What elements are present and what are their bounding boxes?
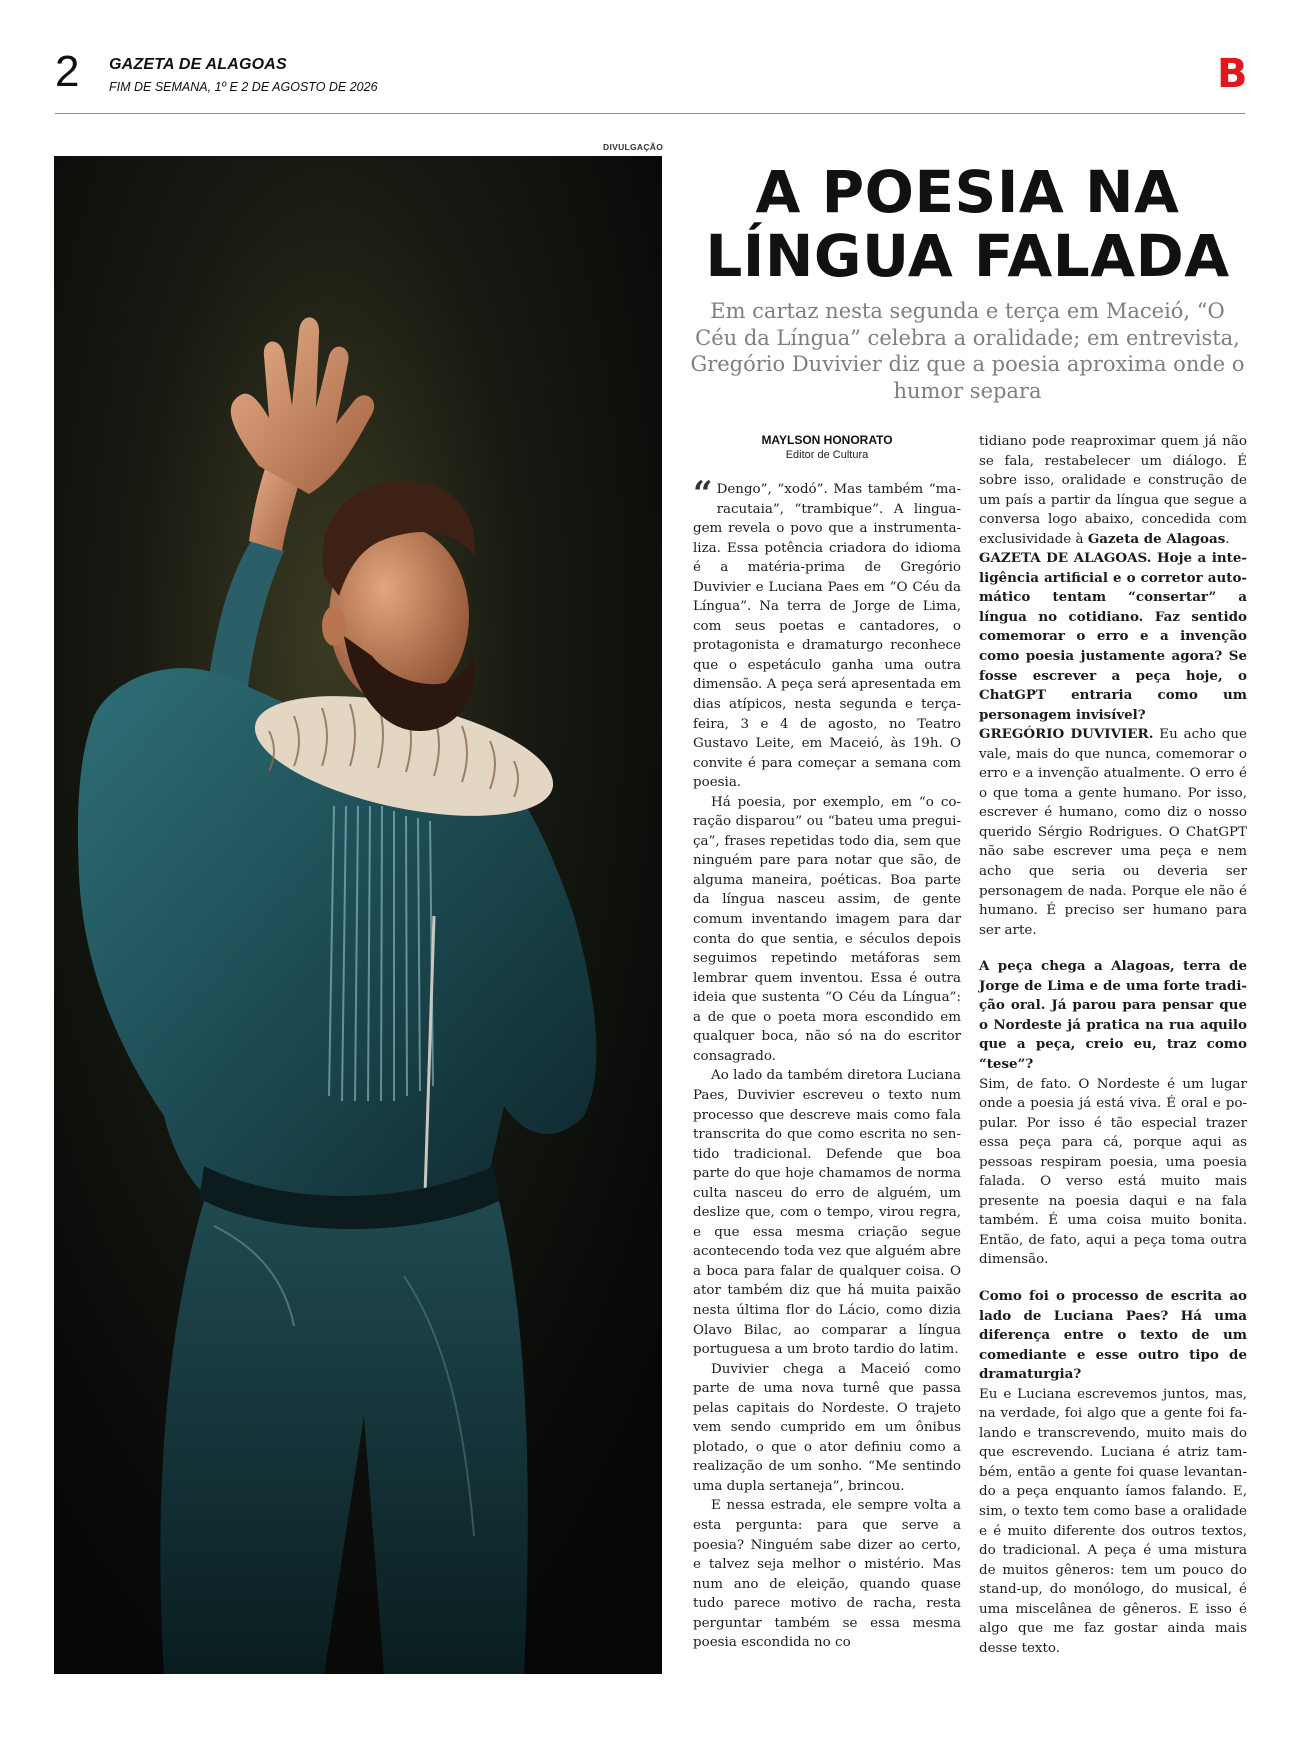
newspaper-name: GAZETA DE ALAGOAS bbox=[109, 56, 287, 73]
answer-1-label: GREGÓRIO DUVIVIER. bbox=[979, 726, 1154, 743]
paragraph-5-continued bbox=[979, 432, 1247, 549]
paragraph-5 bbox=[693, 1496, 961, 1652]
headline bbox=[680, 160, 1255, 288]
question-2: A peça chega a Alagoas, terra de Jorge de Lima e de uma forte tradição oral. Já parou para pensar que o Nordeste já pratica na rua aquilo que a peça, creio eu, traz como “tese”? bbox=[979, 958, 1247, 1072]
actor-stage-photo bbox=[54, 156, 662, 1674]
subheadline-deck: Em cartaz nesta segunda e terça em Maceió, “O Céu da Língua” celebra a oralidade; em entrevista, Gregório Duvivier diz que a poesia aproxima onde o humor separa bbox=[690, 299, 1245, 403]
paragraph-5-end: . bbox=[1225, 531, 1230, 547]
paragraph-5-text: E nessa estrada, ele sempre volta a esta pergunta: para que serve a poesia? Ninguém sabe dizer ao certo, e talvez seja melhor o mistério. Mas num ano de eleição, quando quase tudo parece motivo de racha, resta perguntar também se essa mesma poesia escondida no co bbox=[693, 1498, 961, 1651]
paragraph-5-bold-paper: Gazeta de Alagoas bbox=[1087, 530, 1226, 547]
photo-credit: DIVULGAÇÃO bbox=[603, 142, 664, 152]
question-1 bbox=[979, 549, 1247, 725]
paragraph-3: Ao lado da também diretora Luciana Paes, Duvivier escreveu o texto num processo que descreve mais como fala transcrita do que como escrita no sentido tradicional. Defende que boa parte do que hoje chamamos de norma culta nasceu do erro de alguém, um deslize que, com o tempo, virou regra, e que essa mesma criação segue acontecendo toda vez que alguém abre a boca para falar de qualquer coisa. O ator também diz que há muita paixão nesta última flor do Lácio, como dizia Olavo Bilac, ao comparar a língua portuguesa a um broto tardio do latim. bbox=[693, 1068, 961, 1358]
paragraph-1-text: Dengo”, “xodó”. Mas também “maracutaia”, “trambique”. A linguagem revela o povo que a instrumentaliza. Essa potência criadora do idioma é a matéria-prima de Gregório Duvivier e Luciana Paes em “O Céu da Língua”. Na terra de Jorge de Lima, com seus poetas e cantadores, o protagonista e dramaturgo reconhece que o espetáculo ganha uma outra dimensão. A peça será apresentada em dias atípicos, nesta segunda e terça-feira, 3 e 4 de agosto, no Teatro Gustavo Leite, em Maceió, às 19h. O convite é para começar a semana com poesia. bbox=[693, 482, 961, 791]
opening-quote-mark: “ bbox=[693, 474, 713, 514]
paragraph-2: Há poesia, por exemplo, em “o coração disparou” ou “bateu uma preguiça”, frases repetidas todo dia, sem que ninguém pare para notar que são, de alguma maneira, poéticas. Boa parte da língua nasceu assim, de gente comum inventando imagem para dar conta do que sentia, e séculos depois seguimos repetindo metáforas sem lembrar quem inventou. Essa é outra ideia que sustenta “O Céu da Língua”: a de que o poeta mora escondido em qualquer boca, não só na do escritor consagrado. bbox=[693, 794, 961, 1064]
page-number: 2 bbox=[55, 47, 80, 96]
author-role: Editor de Cultura bbox=[785, 449, 869, 461]
question-1-label: GAZETA DE ALAGOAS. bbox=[979, 550, 1152, 567]
headline-line-1: A POESIA NA bbox=[755, 158, 1180, 226]
article-column-2 bbox=[979, 432, 1247, 1658]
question-3: Como foi o processo de escrita ao lado de Luciana Paes? Há uma diferença entre o texto de um comediante e esse outro tipo de dramaturgia? bbox=[979, 1287, 1247, 1383]
paragraph-1 bbox=[693, 474, 961, 793]
section-letter: B bbox=[1217, 51, 1248, 97]
paragraph-5-continued-text: tidiano pode reaproximar quem já não se fala, restabelecer um diálogo. É sobre isso, oralidade e construção de um país a partir da língua que segue a conversa logo abaixo, concedida com exclusividade à bbox=[979, 434, 1247, 547]
header-rule bbox=[55, 113, 1245, 114]
author-name: MAYLSON HONORATO bbox=[761, 433, 893, 447]
byline bbox=[693, 432, 961, 462]
answer-1-text: Eu acho que vale, mais do que nunca, comemorar o erro e a invenção atualmente. O erro é o que toma a gente humano. Por isso, escrever é humano, como diz o nosso querido Sérgio Rodrigues. O ChatGPT não sabe escrever uma peça e nem acho que seria ou deveria ser personagem de nada. Porque ele não é humano. É preciso ser humano para ser arte. bbox=[979, 727, 1247, 938]
answer-3: Eu e Luciana escrevemos juntos, mas, na verdade, foi algo que a gente foi falando e transcrevendo, muito mais do que escrevendo. Luciana é atriz também, então a gente foi quase levantando a peça enquanto íamos falando. E, sim, o texto tem como base a oralidade e é muito diferente dos outros textos, do tradicional. A peça é uma mistura de muitos gêneros: tem um pouco do stand-up, do monólogo, do musical, é uma miscelânea de gêneros. E isso é algo que me faz gostar ainda mais desse texto. bbox=[979, 1386, 1247, 1656]
headline-line-2: LÍNGUA FALADA bbox=[705, 222, 1230, 290]
question-1-text: Hoje a inteligência artificial e o corretor automático tentam “consertar” a língua no cotidiano. Faz sentido comemorar o erro e a invenção como poesia justamente agora? Se fosse escrever a peça hoje, o ChatGPT entraria como um personagem invisível? bbox=[979, 550, 1247, 723]
edition-date: FIM DE SEMANA, 1º E 2 DE AGOSTO DE 2026 bbox=[109, 80, 378, 94]
article-column-1 bbox=[693, 432, 961, 1653]
paragraph-4: Duvivier chega a Maceió como parte de uma nova turnê que passa pelas capitais do Nordeste. O trajeto vem sendo cumprido em um ônibus plotado, o que o ator definiu como a realização de um sonho. “Me sentindo uma dupla sertaneja”, brincou. bbox=[693, 1361, 961, 1494]
answer-2: Sim, de fato. O Nordeste é um lugar onde a poesia já está viva. É oral e popular. Por isso é tão especial trazer essa peça para cá, porque aqui as pessoas respiram poesia, uma poesia falada. O verso está muito mais presente na poesia daqui e na fala também. É uma coisa muito bonita. Então, de fato, aqui a peça toma outra dimensão. bbox=[979, 1076, 1247, 1268]
answer-1 bbox=[979, 725, 1247, 940]
